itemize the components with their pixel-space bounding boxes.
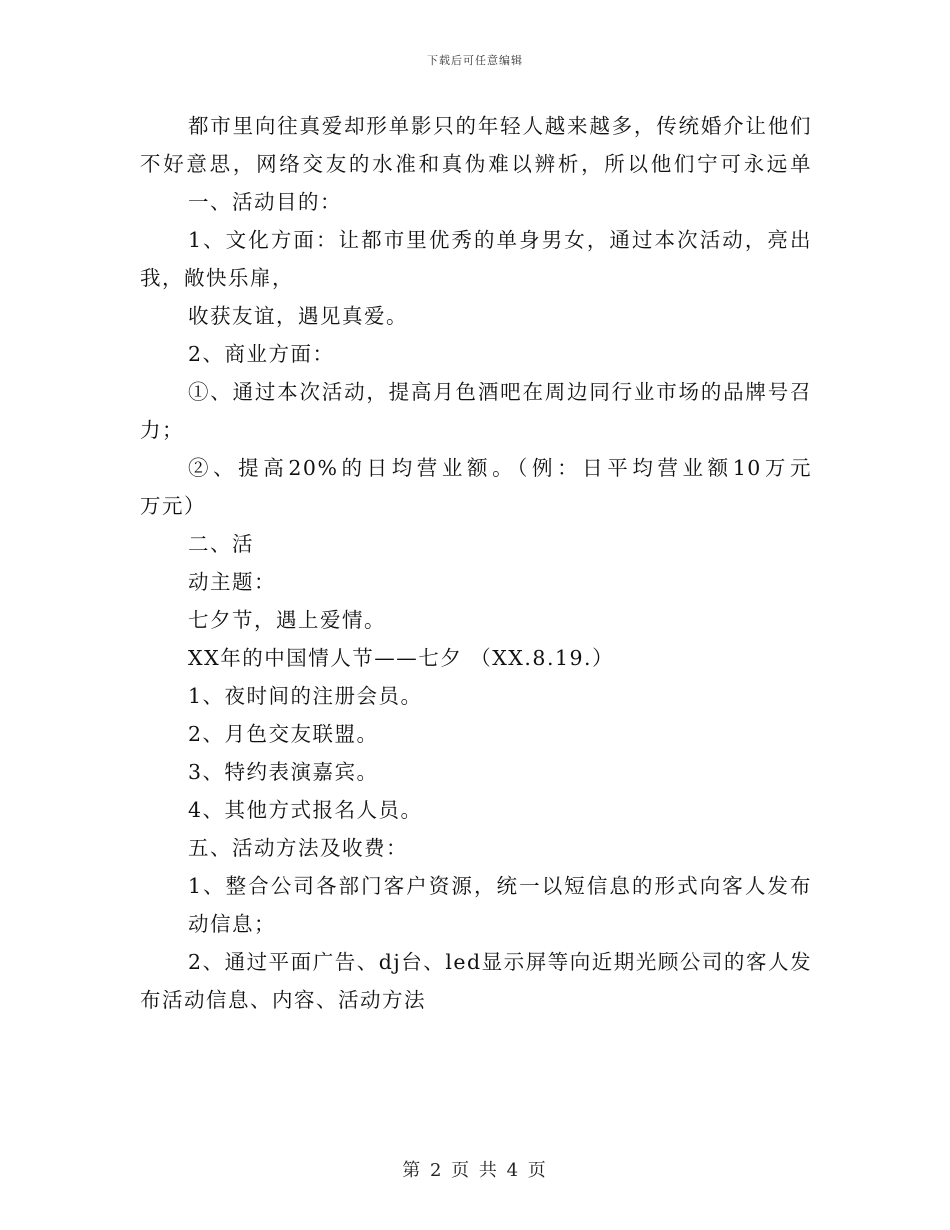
body-line: 一、活动目的： <box>188 190 342 214</box>
body-line: 布活动信息、内容、活动方法 <box>140 988 426 1012</box>
body-line: ①、通过本次活动，提高月色酒吧在周边同行业市场的品牌号召 <box>188 380 812 404</box>
body-line: 1、夜时间的注册会员。 <box>188 684 423 708</box>
body-line: 1、整合公司各部门客户资源，统一以短信息的形式向客人发布 <box>188 874 812 898</box>
body-line: 七夕节，遇上爱情。 <box>188 608 386 632</box>
body-line: 2、商业方面： <box>188 342 335 366</box>
body-line: 动主题： <box>188 570 276 594</box>
body-line: 动信息； <box>188 912 276 936</box>
body-line: 我，敞快乐扉， <box>140 266 294 290</box>
body-line: ②、提高20%的日均营业额。（例：日平均营业额10万元 <box>188 456 812 480</box>
body-line: 万元） <box>140 494 206 518</box>
body-line: 二、活 <box>188 532 254 556</box>
body-line: 力； <box>140 418 184 442</box>
body-line: 2、通过平面广告、dj台、led显示屏等向近期光顾公司的客人发 <box>188 950 812 974</box>
body-line: 收获友谊，遇见真爱。 <box>188 304 408 328</box>
page-header-note: 下载后可任意编辑 <box>427 54 523 67</box>
body-line: 五、活动方法及收费： <box>188 836 408 860</box>
body-line: 都市里向往真爱却形单影只的年轻人越来越多，传统婚介让他们 <box>188 114 812 138</box>
body-line: 3、特约表演嘉宾。 <box>188 760 379 784</box>
body-line: 1、文化方面：让都市里优秀的单身男女，通过本次活动，亮出 <box>188 228 812 252</box>
body-line: 不好意思，网络交友的水准和真伪难以辨析，所以他们宁可永远单 <box>140 152 812 176</box>
body-line: XX年的中国情人节——七夕 （XX.8.19.） <box>188 646 615 670</box>
page-number-footer: 第 2 页 共 4 页 <box>402 1160 548 1181</box>
body-line: 4、其他方式报名人员。 <box>188 798 423 822</box>
document-body <box>140 107 812 1019</box>
body-line: 2、月色交友联盟。 <box>188 722 379 746</box>
